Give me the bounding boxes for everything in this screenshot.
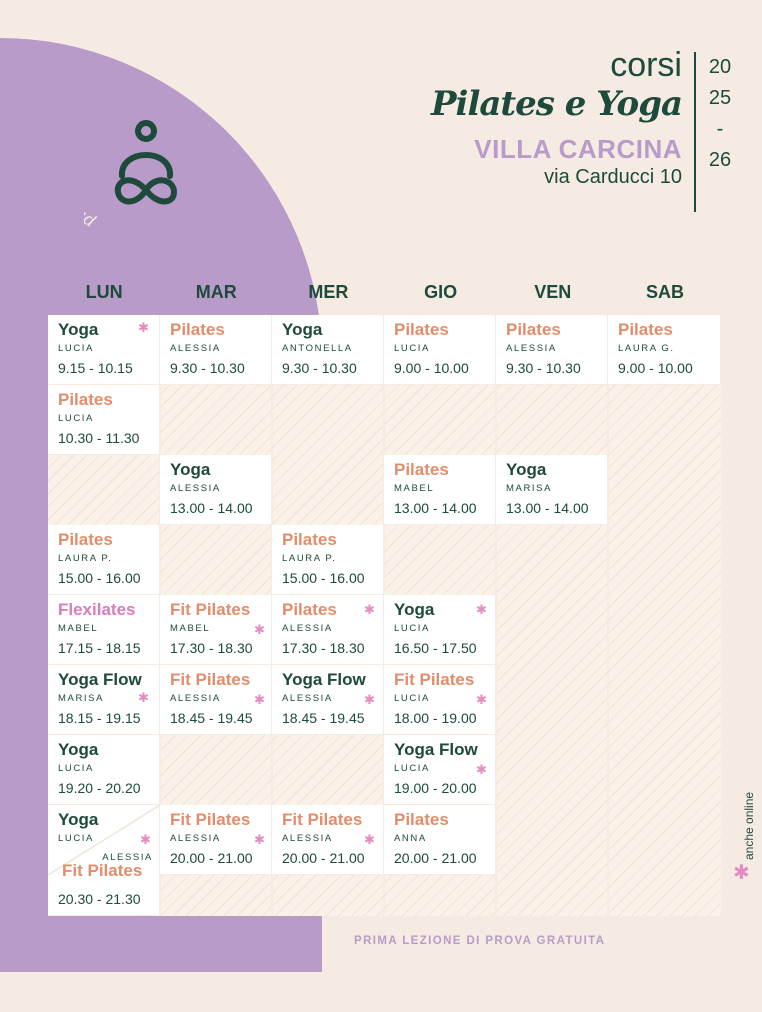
year-part: 25	[708, 87, 732, 109]
class-slot-shared	[48, 805, 160, 916]
class-slot	[384, 315, 496, 385]
page-title: Pilates e Yoga	[430, 84, 682, 124]
class-slot	[48, 595, 160, 665]
header-street: via Carducci 10	[544, 166, 682, 188]
class-slot	[160, 665, 272, 735]
class-time: 18.15 - 19.15	[58, 710, 141, 726]
course-name: Pilates	[394, 460, 449, 479]
year-part: -	[716, 118, 724, 140]
class-slot	[608, 315, 721, 385]
class-slot	[496, 315, 608, 385]
day-label-mar: MAR	[195, 282, 237, 302]
course-name: Pilates	[58, 390, 113, 409]
class-slot	[272, 595, 384, 665]
class-slot	[272, 665, 384, 735]
course-name: Pilates	[394, 320, 449, 339]
course-name: Flexilates	[58, 600, 136, 619]
course-name: Yoga Flow	[282, 670, 366, 689]
class-time: 19.00 - 20.00	[394, 780, 477, 796]
online-star-icon: ✱	[254, 622, 265, 637]
logo-text	[84, 86, 99, 230]
class-slot	[384, 735, 496, 805]
course-name: Fit Pilates	[394, 670, 475, 689]
header-divider	[694, 52, 696, 212]
class-time: 17.30 - 18.30	[170, 640, 253, 656]
online-legend-label: anche online	[742, 791, 756, 860]
course-name-b: Fit Pilates	[62, 861, 143, 880]
class-time: 15.00 - 16.00	[58, 570, 141, 586]
class-time: 13.00 - 14.00	[170, 500, 253, 516]
header-corsi: corsi	[610, 46, 682, 84]
class-time: 9.00 - 10.00	[394, 360, 469, 376]
day-label-lun: LUN	[85, 282, 123, 302]
class-slot	[160, 315, 272, 385]
class-time: 16.50 - 17.50	[394, 640, 477, 656]
schedule-grid	[48, 315, 721, 916]
course-name: Pilates	[506, 320, 561, 339]
instructor-name: ALESSIA	[170, 343, 221, 354]
course-name: Yoga	[170, 460, 211, 479]
class-slot	[272, 315, 384, 385]
class-time: 20.30 - 21.30	[58, 891, 141, 907]
course-name: Pilates	[58, 530, 113, 549]
instructor-name-b: ALESSIA	[102, 852, 153, 863]
day-header-row	[48, 282, 721, 308]
year-part: 20	[708, 56, 732, 78]
instructor-name: ALESSIA	[282, 693, 333, 704]
class-slot	[496, 455, 608, 525]
class-slot	[48, 735, 160, 805]
instructor-name: LAURA G.	[618, 343, 675, 354]
class-slot	[48, 665, 160, 735]
class-time: 9.00 - 10.00	[618, 360, 693, 376]
class-time: 15.00 - 16.00	[282, 570, 365, 586]
online-star-icon: ✱	[254, 832, 265, 847]
course-name: Yoga	[58, 810, 99, 829]
course-name: Pilates	[618, 320, 673, 339]
online-star-icon: ✱	[476, 602, 487, 617]
instructor-name: ALESSIA	[170, 833, 221, 844]
season-years	[700, 52, 740, 176]
class-time: 20.00 - 21.00	[282, 850, 365, 866]
online-star-icon: ✱	[140, 832, 151, 847]
year-part: 26	[708, 149, 732, 171]
class-time: 10.30 - 11.30	[58, 430, 140, 446]
course-name: Yoga	[58, 740, 99, 759]
course-name: Yoga	[394, 600, 435, 619]
class-time: 13.00 - 14.00	[506, 500, 589, 516]
class-time: 20.00 - 21.00	[394, 850, 477, 866]
class-time: 17.15 - 18.15	[58, 640, 141, 656]
column-separator	[607, 315, 609, 916]
class-slot	[48, 315, 160, 385]
class-time: 18.00 - 19.00	[394, 710, 477, 726]
online-star-icon: ✱	[364, 692, 375, 707]
svg-text:pilates.yoga LAB	[84, 86, 99, 230]
day-label-gio: GIO	[424, 282, 458, 302]
header-city: VILLA CARCINA	[474, 134, 682, 164]
online-star-icon: ✱	[138, 320, 149, 335]
instructor-name: ALESSIA	[282, 623, 333, 634]
online-legend-star-icon: ✱	[733, 862, 750, 884]
course-name: Yoga	[506, 460, 547, 479]
day-label-ven: VEN	[534, 282, 572, 302]
class-time: 19.20 - 20.20	[58, 780, 141, 796]
course-name: Fit Pilates	[170, 810, 251, 829]
online-star-icon: ✱	[476, 692, 487, 707]
instructor-name: ANNA	[394, 833, 427, 844]
brand-logo	[84, 80, 194, 230]
page-header	[431, 48, 682, 190]
instructor-name: LUCIA	[394, 763, 430, 774]
course-name: Pilates	[170, 320, 225, 339]
course-name: Yoga	[282, 320, 323, 339]
online-star-icon: ✱	[476, 762, 487, 777]
online-star-icon: ✱	[364, 832, 375, 847]
instructor-name: MABEL	[170, 623, 211, 634]
instructor-name: LUCIA	[58, 343, 94, 354]
class-time: 9.30 - 10.30	[282, 360, 357, 376]
instructor-name: ANTONELLA	[282, 343, 353, 354]
course-name: Yoga Flow	[58, 670, 142, 689]
class-slot	[160, 595, 272, 665]
class-slot	[160, 455, 272, 525]
instructor-name: ALESSIA	[282, 833, 333, 844]
course-name: Yoga Flow	[394, 740, 478, 759]
instructor-name: LUCIA	[394, 693, 430, 704]
class-time: 20.00 - 21.00	[170, 850, 253, 866]
class-slot	[384, 455, 496, 525]
class-slot	[384, 805, 496, 875]
instructor-name: LUCIA	[394, 623, 430, 634]
course-name: Pilates	[394, 810, 449, 829]
instructor-name: MABEL	[394, 483, 435, 494]
instructor-name: ALESSIA	[170, 483, 221, 494]
instructor-name: LAURA P.	[282, 553, 337, 564]
class-time: 13.00 - 14.00	[394, 500, 477, 516]
free-trial-note: PRIMA LEZIONE DI PROVA GRATUITA	[354, 935, 606, 947]
class-slot	[384, 665, 496, 735]
meditation-figure-icon	[118, 123, 174, 202]
course-name: Fit Pilates	[170, 670, 251, 689]
class-slot	[160, 805, 272, 875]
course-name: Fit Pilates	[282, 810, 363, 829]
class-time: 18.45 - 19.45	[282, 710, 365, 726]
instructor-name: LAURA P.	[58, 553, 113, 564]
course-name: Fit Pilates	[170, 600, 251, 619]
online-star-icon: ✱	[364, 602, 375, 617]
instructor-name: ALESSIA	[170, 693, 221, 704]
instructor-name: LUCIA	[394, 343, 430, 354]
class-time: 17.30 - 18.30	[282, 640, 365, 656]
class-slot	[48, 525, 160, 595]
online-star-icon: ✱	[254, 692, 265, 707]
class-slot	[384, 595, 496, 665]
instructor-name: LUCIA	[58, 833, 94, 844]
instructor-name: MARISA	[506, 483, 553, 494]
course-name: Yoga	[58, 320, 99, 339]
day-label-mer: MER	[308, 282, 349, 302]
class-time: 9.15 - 10.15	[58, 360, 133, 376]
class-time: 9.30 - 10.30	[506, 360, 581, 376]
day-label-sab: SAB	[645, 282, 684, 302]
course-name: Pilates	[282, 600, 337, 619]
instructor-name: MABEL	[58, 623, 99, 634]
class-slot	[272, 525, 384, 595]
class-time: 18.45 - 19.45	[170, 710, 253, 726]
class-slot	[48, 385, 160, 455]
instructor-name: LUCIA	[58, 763, 94, 774]
instructor-name: ALESSIA	[506, 343, 557, 354]
course-name: Pilates	[282, 530, 337, 549]
class-time: 9.30 - 10.30	[170, 360, 245, 376]
instructor-name: MARISA	[58, 693, 105, 704]
online-star-icon: ✱	[138, 690, 149, 705]
class-slot	[272, 805, 384, 875]
instructor-name: LUCIA	[58, 413, 94, 424]
